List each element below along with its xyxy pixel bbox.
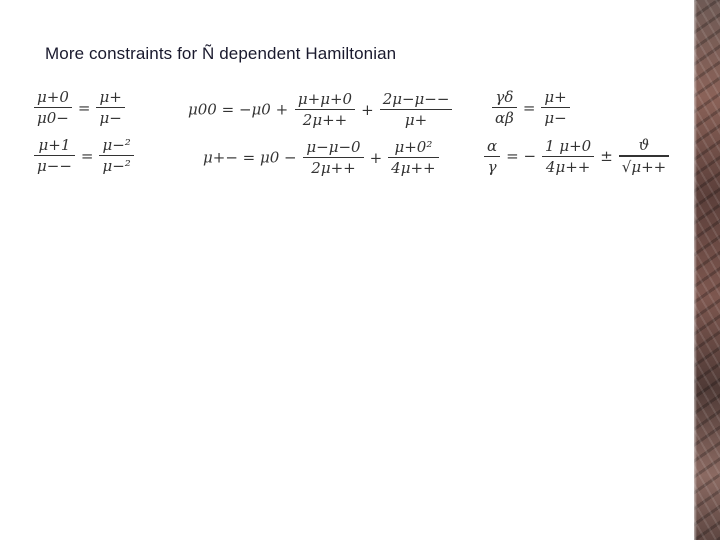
- equation-6: [482, 138, 671, 175]
- numerator: α: [484, 139, 500, 157]
- fraction: [303, 140, 363, 176]
- numerator: μ+0: [34, 90, 72, 108]
- denominator: αβ: [495, 109, 514, 127]
- numerator: μ−μ−0: [303, 140, 363, 158]
- equation-5: [490, 90, 572, 126]
- denominator: 2μ++: [311, 159, 356, 177]
- fraction: [619, 138, 669, 175]
- fraction: [484, 136, 500, 176]
- fraction: [541, 90, 569, 126]
- numerator: μ+: [96, 90, 124, 108]
- fraction: [295, 92, 355, 128]
- equals-sign: =: [77, 98, 91, 117]
- numerator: μ+1: [34, 138, 75, 156]
- fraction: [380, 92, 453, 128]
- decorative-stripe-edge: [694, 0, 697, 540]
- denominator: μ−−: [37, 157, 72, 175]
- denominator: μ−²: [102, 157, 131, 175]
- denominator: γ: [487, 157, 497, 176]
- numerator: μ+: [541, 90, 569, 108]
- numerator: 2μ−μ−−: [380, 92, 453, 110]
- fraction: [388, 140, 438, 176]
- denominator: 4μ++: [391, 159, 436, 177]
- denominator: μ0−: [37, 109, 69, 127]
- fraction: [34, 138, 75, 174]
- equals-sign: =: [80, 146, 94, 165]
- equation-3: [188, 92, 454, 128]
- equation-2: [32, 138, 136, 174]
- denominator: 2μ++: [302, 111, 348, 129]
- equation-lhs: μ00 = −μ0 +: [188, 100, 289, 119]
- numerator: μ−²: [99, 138, 133, 156]
- numerator: γδ: [492, 90, 517, 108]
- fraction: [34, 90, 72, 126]
- fraction: [99, 138, 133, 174]
- equation-lhs: μ+− = μ0 −: [203, 148, 297, 167]
- fraction: [492, 90, 517, 126]
- plus-minus-sign: ±: [600, 147, 613, 165]
- slide-title: More constraints for Ñ dependent Hamiltonian: [45, 44, 397, 63]
- numerator: 1 μ+0: [542, 139, 594, 157]
- denominator: μ−: [99, 109, 122, 127]
- numerator: μ+0²: [388, 140, 438, 158]
- plus-sign: +: [369, 148, 383, 167]
- denominator: √μ++: [619, 156, 669, 175]
- denominator: μ−: [544, 109, 567, 127]
- numerator: μ+μ+0: [295, 92, 355, 110]
- decorative-side-stripe: [694, 0, 720, 540]
- denominator: μ+: [404, 111, 428, 129]
- plus-sign: +: [361, 100, 374, 119]
- equals-sign: =: [522, 98, 536, 117]
- equals-minus: = −: [506, 147, 537, 165]
- fraction: [542, 136, 594, 176]
- equation-1: [32, 90, 127, 126]
- equation-4: [203, 140, 441, 176]
- fraction: [96, 90, 124, 126]
- numerator: ϑ: [619, 138, 669, 156]
- denominator: 4μ++: [545, 157, 591, 176]
